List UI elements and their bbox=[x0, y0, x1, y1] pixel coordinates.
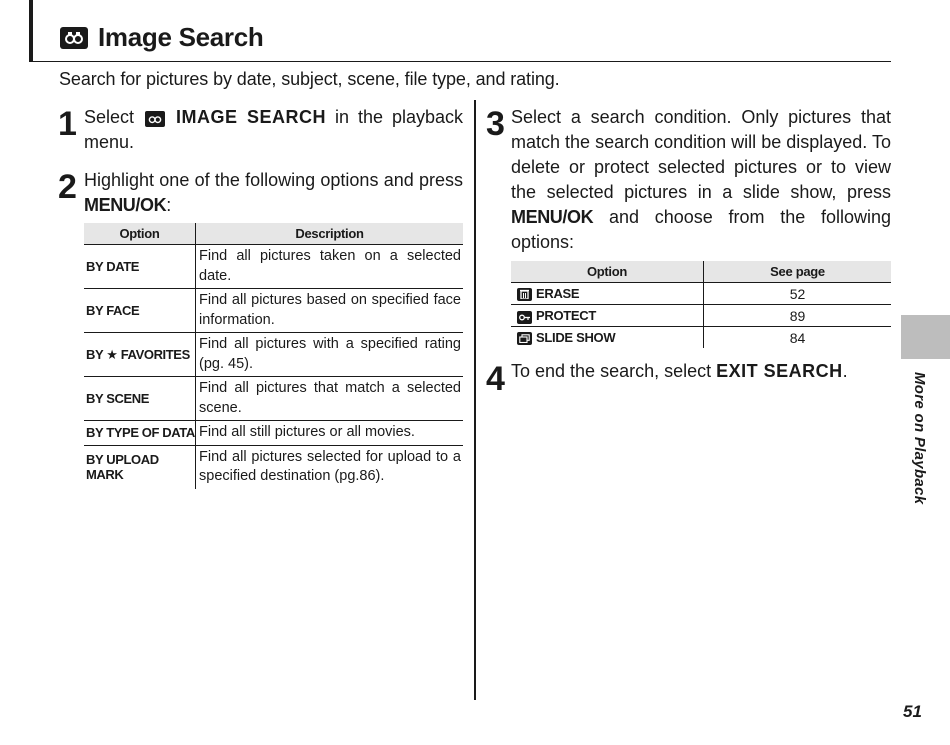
option-cell bbox=[511, 305, 704, 327]
table-row bbox=[511, 305, 891, 327]
option-cell: BY UPLOAD MARK bbox=[84, 445, 196, 489]
table-row bbox=[84, 445, 463, 489]
image-search-icon bbox=[60, 27, 88, 49]
page-header bbox=[33, 0, 891, 62]
key-icon bbox=[517, 311, 532, 324]
step-2-text bbox=[84, 168, 463, 218]
option-cell: BY TYPE OF DATA bbox=[84, 421, 196, 446]
table-header-description: Description bbox=[196, 223, 464, 245]
table-row bbox=[84, 289, 463, 333]
step-1-text bbox=[84, 105, 463, 155]
option-cell: BY FACE bbox=[84, 289, 196, 333]
option-label: SLIDE SHOW bbox=[536, 330, 616, 345]
option-suffix: FAVORITES bbox=[120, 346, 190, 362]
description-cell: Find all pictures selected for upload to a specified destination (pg.86). bbox=[196, 445, 464, 489]
step-2-number: 2 bbox=[58, 168, 76, 206]
option-cell bbox=[84, 333, 196, 377]
chapter-side-label: More on Playback bbox=[911, 372, 928, 505]
option-label: PROTECT bbox=[536, 307, 597, 323]
step-3-number: 3 bbox=[486, 105, 504, 143]
description-cell: Find all pictures based on specified face information. bbox=[196, 289, 464, 333]
table-row bbox=[84, 377, 463, 421]
description-cell: Find all still pictures or all movies. bbox=[196, 421, 464, 446]
page-title bbox=[60, 22, 264, 53]
search-options-table bbox=[84, 223, 463, 489]
step-2-text-before: Highlight one of the following options and press bbox=[84, 170, 463, 190]
step-1-keyword: IMAGE SEARCH bbox=[176, 107, 326, 127]
description-cell: Find all pictures taken on a selected date. bbox=[196, 245, 464, 289]
table-row bbox=[84, 245, 463, 289]
trash-icon bbox=[517, 288, 532, 301]
step-1-text-before: Select bbox=[84, 107, 135, 127]
step-4-number: 4 bbox=[486, 360, 504, 398]
image-search-icon bbox=[145, 111, 165, 127]
step-1-text-after: in the playback menu. bbox=[84, 107, 463, 152]
option-cell: BY SCENE bbox=[84, 377, 196, 421]
option-cell: BY DATE bbox=[84, 245, 196, 289]
step-4-text bbox=[511, 359, 891, 384]
step-3-text-after: and choose from the following options: bbox=[511, 207, 891, 252]
page-cell: 84 bbox=[704, 327, 892, 349]
step-3-text-before: Select a search condition. Only pictures that match the search condition will be displayed. To delete or protect selected pictures or to view the selected pictures in a slide show, press bbox=[511, 107, 891, 202]
step-4-text-after: . bbox=[842, 361, 848, 381]
step-2-keyword: MENU/OK bbox=[84, 195, 167, 215]
star-icon: ★ bbox=[106, 346, 118, 362]
description-cell: Find all pictures with a specified rating (pg. 45). bbox=[196, 333, 464, 377]
page-cell: 52 bbox=[704, 283, 892, 305]
table-header-option: Option bbox=[511, 261, 704, 283]
table-row bbox=[511, 327, 891, 349]
step-1-number: 1 bbox=[58, 105, 76, 143]
step-3-text bbox=[511, 105, 891, 255]
option-cell bbox=[511, 283, 704, 305]
table-row bbox=[511, 283, 891, 305]
step-3-keyword: MENU/OK bbox=[511, 207, 594, 227]
option-label: ERASE bbox=[536, 286, 580, 301]
slideshow-icon bbox=[517, 332, 532, 345]
description-cell: Find all pictures that match a selected scene. bbox=[196, 377, 464, 421]
table-header-see-page: See page bbox=[704, 261, 892, 283]
intro-text: Search for pictures by date, subject, scene, file type, and rating. bbox=[59, 69, 560, 89]
option-prefix: BY bbox=[86, 346, 104, 362]
chapter-tab-marker bbox=[901, 315, 950, 359]
column-divider bbox=[474, 100, 476, 700]
search-actions-table bbox=[511, 261, 891, 348]
step-4-text-before: To end the search, select bbox=[511, 361, 712, 381]
page-number: 51 bbox=[903, 702, 922, 721]
table-row bbox=[84, 333, 463, 377]
page-title-text: Image Search bbox=[98, 22, 264, 52]
step-2-text-after: : bbox=[166, 195, 172, 215]
step-4-keyword: EXIT SEARCH bbox=[716, 361, 843, 381]
page-cell: 89 bbox=[704, 305, 892, 327]
table-row bbox=[84, 421, 463, 446]
option-cell bbox=[511, 327, 704, 349]
table-header-option: Option bbox=[84, 223, 196, 245]
